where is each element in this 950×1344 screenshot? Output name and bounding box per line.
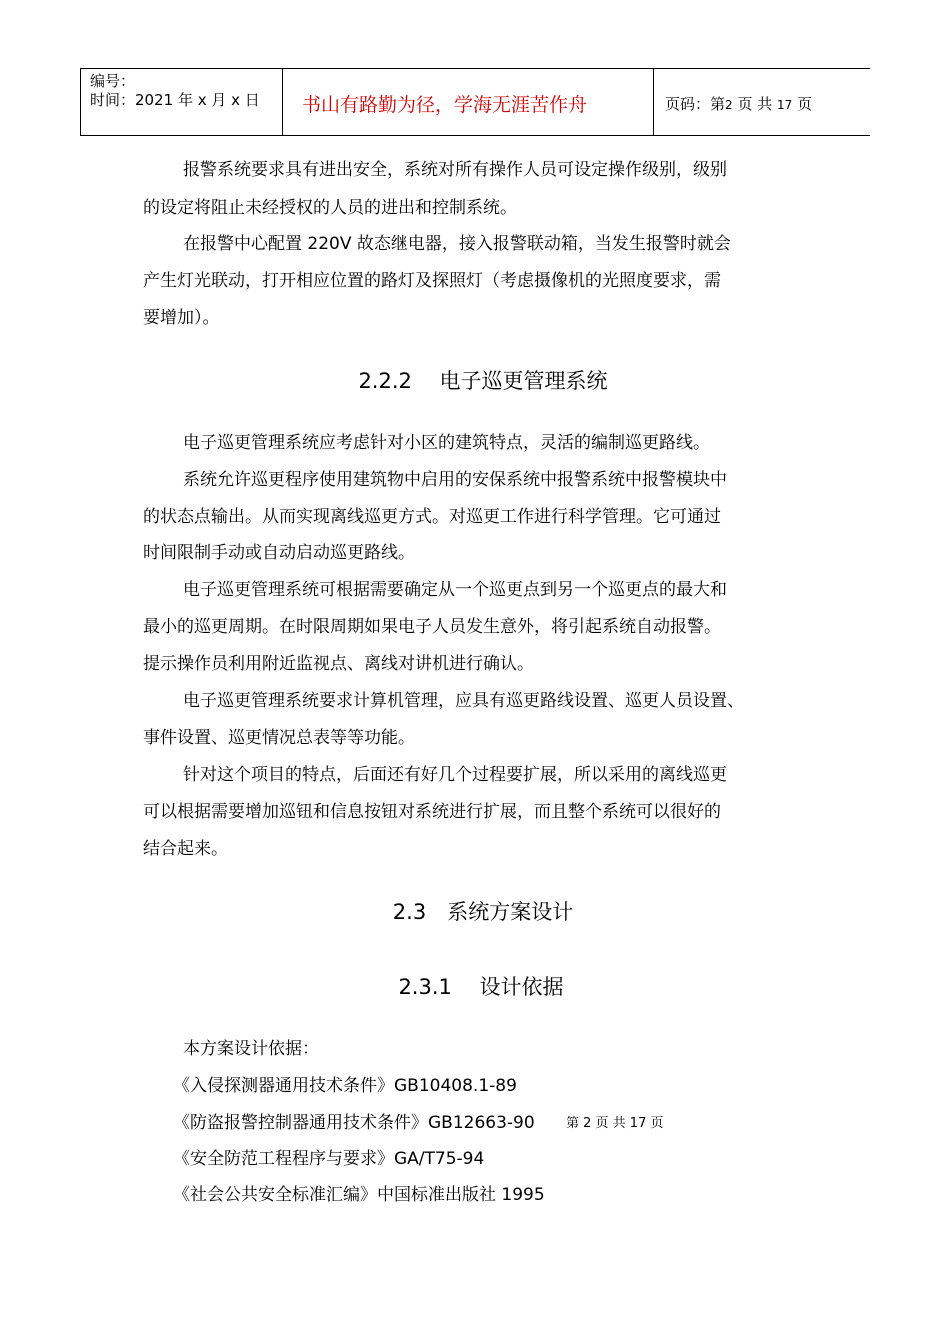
paragraph-line: 结合起来。 [143, 839, 228, 859]
heading-2-2-2: 2.2.2 电子巡更管理系统 [358, 369, 608, 393]
paragraph-line: 时间限制手动或自动启动巡更路线。 [143, 543, 415, 563]
page-number [665, 93, 812, 114]
motto: 书山有路勤为径，学海无涯苦作舟 [302, 94, 588, 116]
paragraph-line: 电子巡更管理系统可根据需要确定从一个巡更点到另一个巡更点的最大和 [183, 580, 727, 600]
reference-item: 《安全防范工程程序与要求》GA/T75-94 [173, 1149, 485, 1169]
reference-item: 《入侵探测器通用技术条件》GB10408.1-89 [173, 1076, 517, 1096]
paragraph-line: 电子巡更管理系统要求计算机管理，应具有巡更路线设置、巡更人员设置、 [183, 691, 744, 711]
reference-item: 《社会公共安全标准汇编》中国标准出版社 1995 [173, 1185, 545, 1205]
header-bottom-border [80, 135, 870, 136]
overlapping-page-number: 第 2 页 共 17 页 [566, 1116, 664, 1131]
time-label: 时间：2021 年 x 月 x 日 [90, 91, 260, 109]
header-divider-1 [282, 68, 283, 136]
paragraph-line: 系统允许巡更程序使用建筑物中启用的安保系统中报警系统中报警模块中 [183, 470, 727, 490]
serial-label: 编号： [90, 72, 136, 90]
paragraph-line: 电子巡更管理系统应考虑针对小区的建筑特点，灵活的编制巡更路线。 [183, 433, 710, 453]
paragraph-line: 要增加）。 [143, 308, 220, 328]
heading-2-3: 2.3 系统方案设计 [392, 900, 574, 924]
paragraph-line: 报警系统要求具有进出安全，系统对所有操作人员可设定操作级别，级别 [183, 160, 727, 180]
page-total: 17 [777, 98, 793, 112]
paragraph-line: 提示操作员利用附近监视点、离线对讲机进行确认。 [143, 654, 534, 674]
reference-item: 《防盗报警控制器通用技术条件》GB12663-90 [173, 1113, 535, 1133]
paragraph-line: 事件设置、巡更情况总表等等功能。 [143, 728, 415, 748]
paragraph-line: 的状态点输出。从而实现离线巡更方式。对巡更工作进行科学管理。它可通过 [143, 507, 721, 527]
paragraph-line: 产生灯光联动，打开相应位置的路灯及探照灯（考虑摄像机的光照度要求，需 [143, 271, 721, 291]
heading-2-3-1: 2.3.1 设计依据 [398, 975, 564, 999]
paragraph-line: 在报警中心配置 220V 故态继电器，接入报警联动箱，当发生报警时就会 [183, 234, 731, 254]
page-suffix: 页 [797, 95, 813, 113]
paragraph-line: 本方案设计依据： [183, 1039, 319, 1059]
paragraph-line: 针对这个项目的特点，后面还有好几个过程要扩展，所以采用的离线巡更 [183, 765, 727, 785]
page-mid: 页 共 [737, 95, 773, 113]
paragraph-line: 可以根据需要增加巡钮和信息按钮对系统进行扩展，而且整个系统可以很好的 [143, 802, 721, 822]
paragraph-line: 的设定将阻止未经授权的人员的进出和控制系统。 [143, 198, 517, 218]
paragraph-line: 最小的巡更周期。在时限周期如果电子人员发生意外，将引起系统自动报警。 [143, 617, 721, 637]
page-current: 2 [725, 98, 733, 112]
header-divider-2 [653, 68, 654, 136]
header-table [80, 68, 870, 136]
page-prefix: 页码：第 [665, 95, 726, 113]
header-left-border [80, 68, 81, 136]
header-top-border [80, 68, 870, 69]
